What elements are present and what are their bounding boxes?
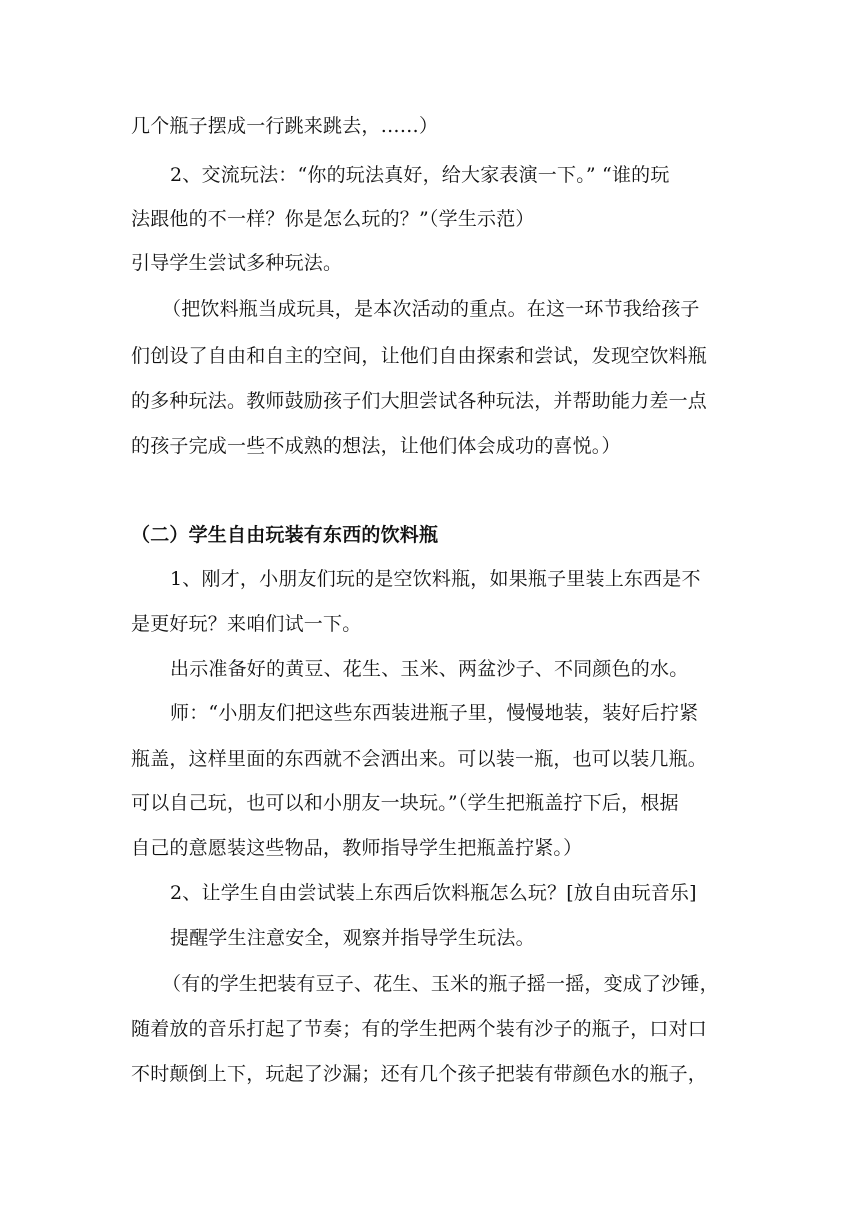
- text-line: 2、交流玩法：“你的玩法真好，给大家表演一下。” “谁的玩: [170, 164, 670, 186]
- section-heading: （二）学生自由玩装有东西的饮料瓶: [131, 524, 439, 546]
- text-line: 瓶盖，这样里面的东西就不会洒出来。可以装一瓶，也可以装几瓶。: [131, 748, 708, 770]
- text-line: 不时颠倒上下，玩起了沙漏；还有几个孩子把装有带颜色水的瓶子，: [131, 1063, 708, 1085]
- text-line: 师：“小朋友们把这些东西装进瓶子里，慢慢地装，装好后拧紧: [170, 702, 699, 724]
- text-line: 几个瓶子摆成一行跳来跳去，……）: [131, 115, 439, 137]
- text-line: 可以自己玩，也可以和小朋友一块玩。”（学生把瓶盖拧下后，根据: [131, 792, 679, 814]
- text-line: （有的学生把装有豆子、花生、玉米的瓶子摇一摇，变成了沙锤，: [162, 973, 719, 995]
- text-line: 的孩子完成一些不成熟的想法，让他们体会成功的喜悦。）: [131, 435, 621, 457]
- text-line: （把饮料瓶当成玩具，是本次活动的重点。在这一环节我给孩子: [162, 298, 700, 320]
- text-line: 们创设了自由和自主的空间，让他们自由探索和尝试，发现空饮料瓶: [131, 345, 708, 367]
- text-line: 提醒学生注意安全，观察并指导学生玩法。: [170, 927, 535, 949]
- text-line: 随着放的音乐打起了节奏；有的学生把两个装有沙子的瓶子，口对口: [131, 1018, 708, 1040]
- text-line: 引导学生尝试多种玩法。: [131, 252, 343, 274]
- text-line: 出示准备好的黄豆、花生、玉米、两盆沙子、不同颜色的水。: [170, 658, 689, 680]
- text-line: 自己的意愿装这些物品，教师指导学生把瓶盖拧紧。）: [131, 837, 583, 859]
- text-line: 1、刚才，小朋友们玩的是空饮料瓶，如果瓶子里装上东西是不: [170, 568, 701, 590]
- text-line: 是更好玩？来咱们试一下。: [131, 613, 362, 635]
- text-line: 2、让学生自由尝试装上东西后饮料瓶怎么玩？[放自由玩音乐]: [170, 882, 697, 904]
- text-line: 的多种玩法。教师鼓励孩子们大胆尝试各种玩法，并帮助能力差一点: [131, 390, 708, 412]
- text-line: 法跟他的不一样？你是怎么玩的？”（学生示范）: [131, 208, 535, 230]
